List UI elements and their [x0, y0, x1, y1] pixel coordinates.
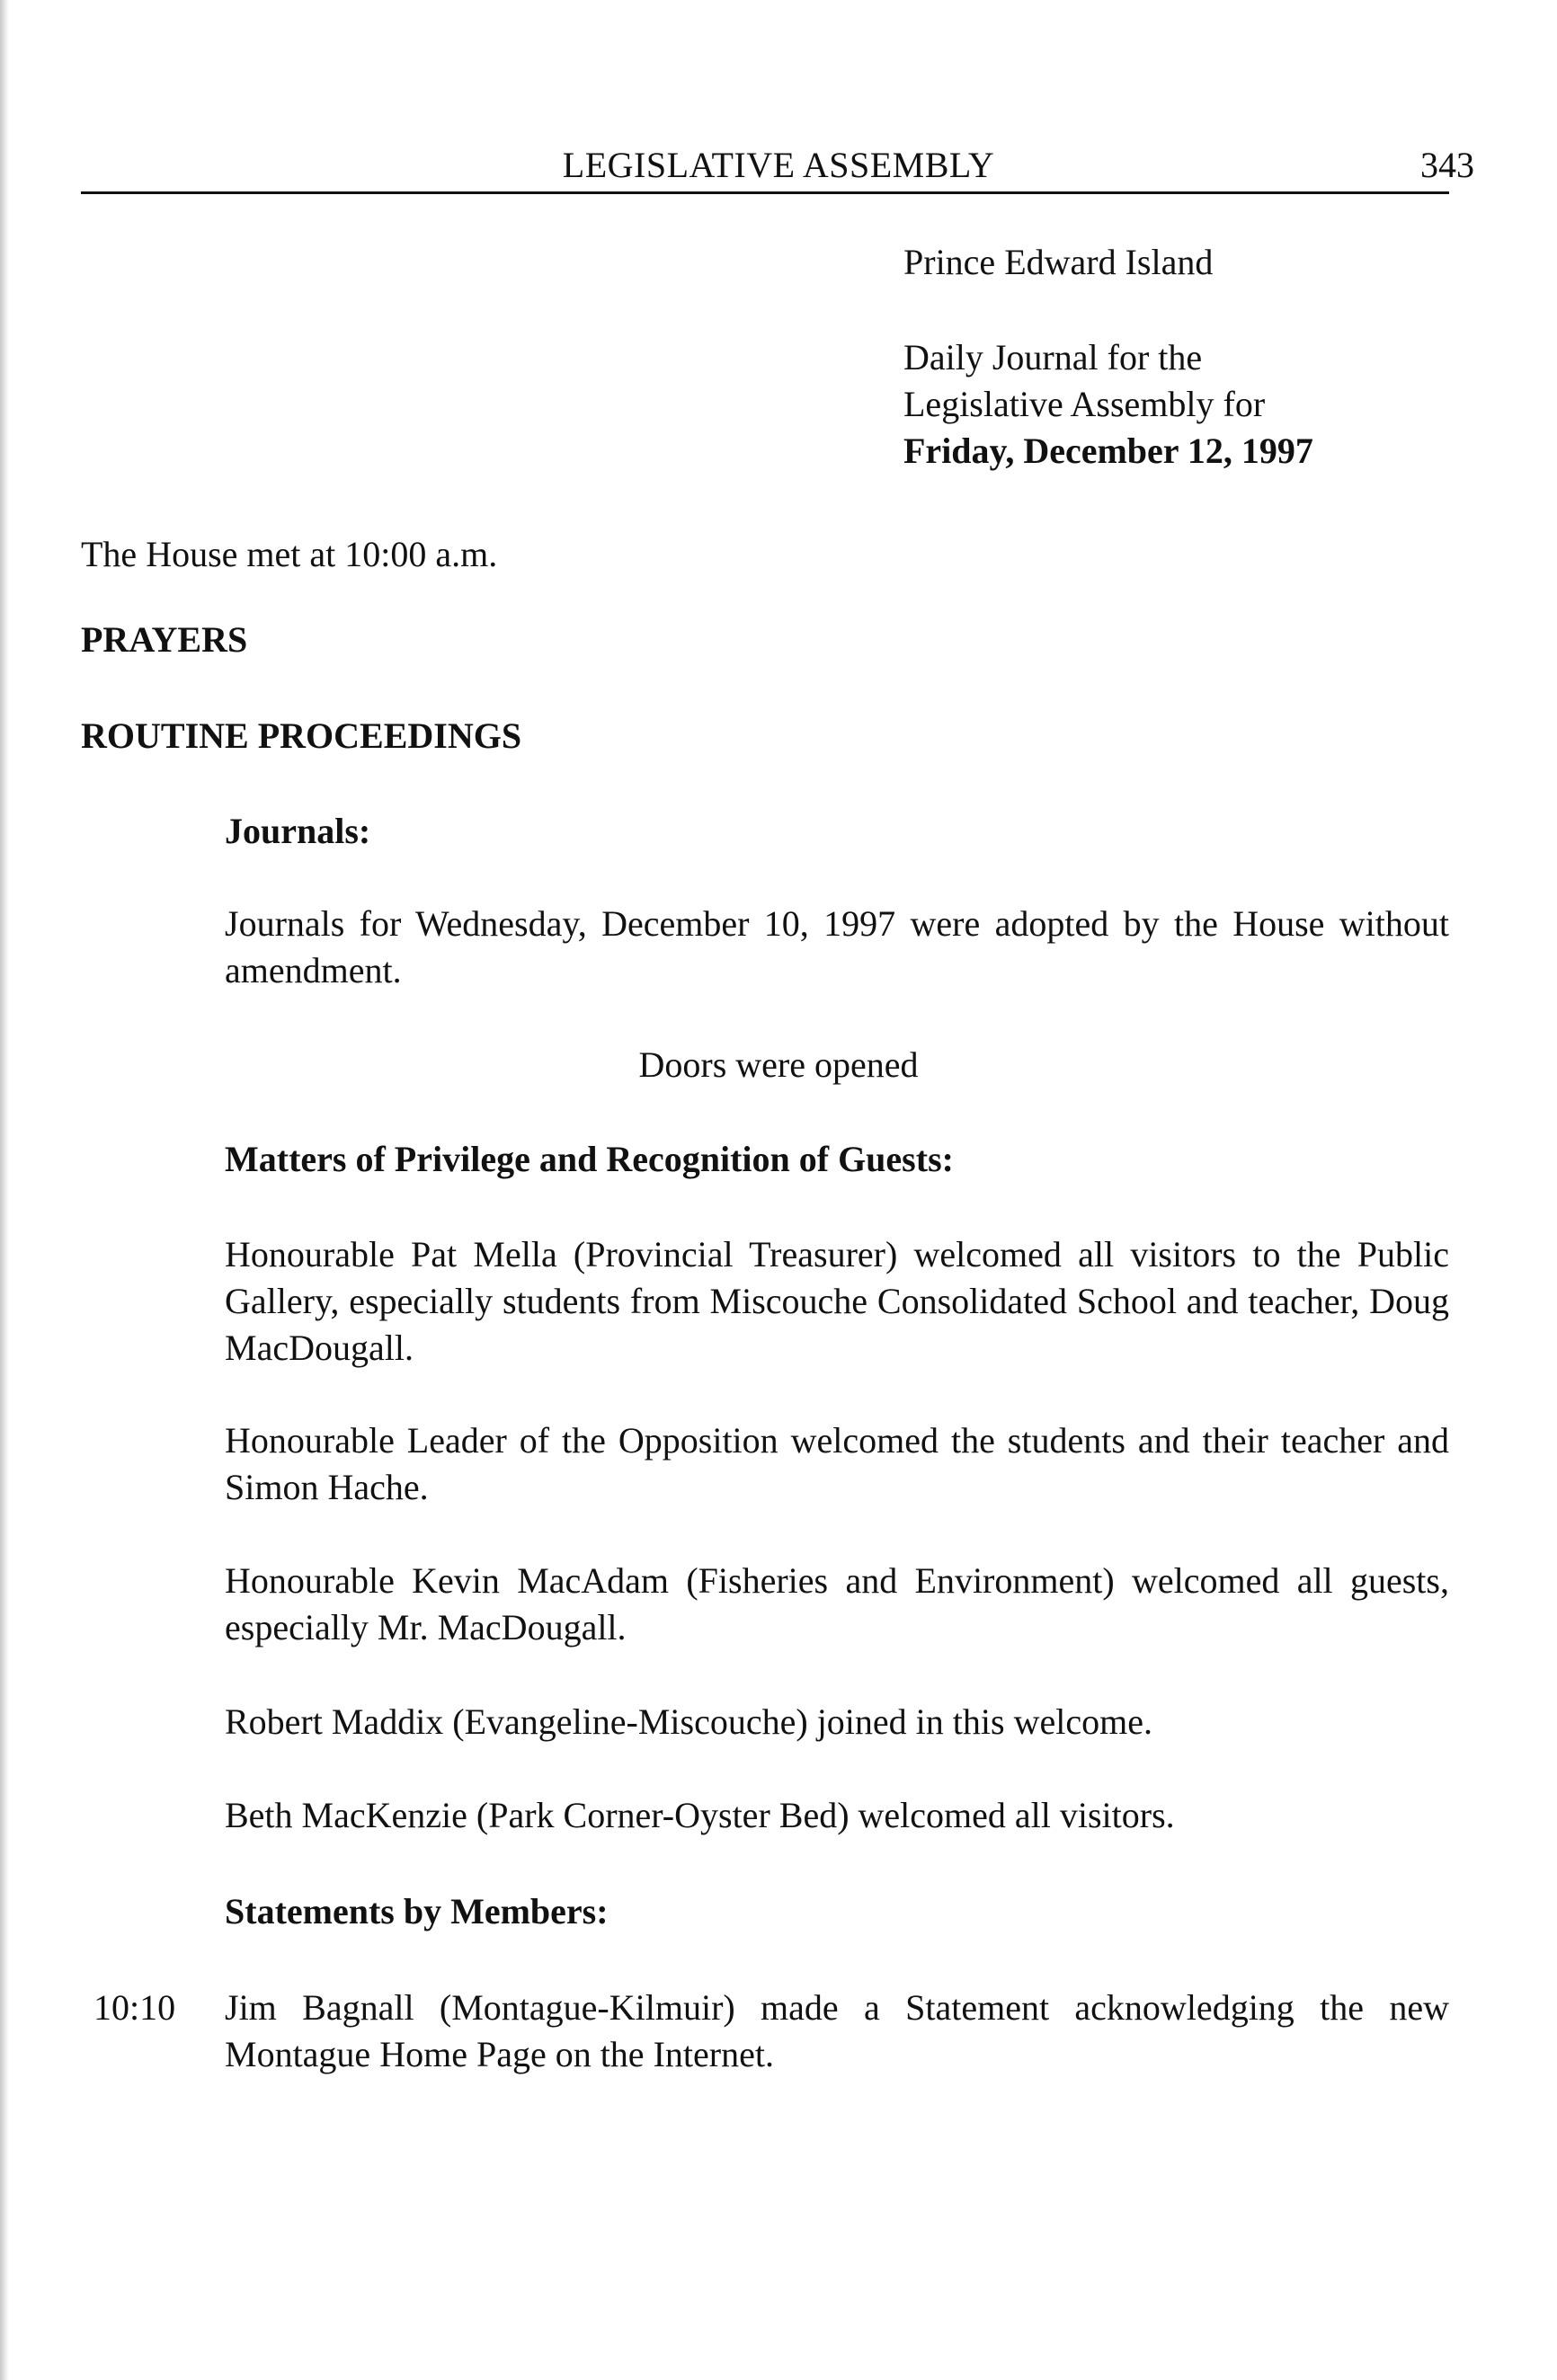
statements-heading: Statements by Members:	[225, 1891, 609, 1932]
journals-text: Journals for Wednesday, December 10, 1997 were adopted by the House without amendment.	[225, 903, 1449, 990]
prayers-heading: PRAYERS	[81, 619, 248, 660]
header-rule	[81, 191, 1449, 194]
privilege-paragraph: Honourable Pat Mella (Provincial Treasurer) welcomed all visitors to the Public Gallery, especially students from Miscouche Consolidated School and teacher, Doug MacDougall.	[225, 1234, 1449, 1368]
privilege-paragraph: Honourable Kevin MacAdam (Fisheries and Environment) welcomed all guests, especially Mr. MacDougall.	[225, 1560, 1449, 1647]
house-met-time: The House met at 10:00 a.m.	[81, 534, 498, 574]
doors-opened: Doors were opened	[638, 1044, 919, 1085]
journals-heading: Journals:	[225, 811, 371, 851]
page-edge-shadow	[0, 0, 9, 2380]
journal-line-2: Legislative Assembly for	[903, 384, 1266, 424]
routine-proceedings-heading: ROUTINE PROCEEDINGS	[81, 715, 522, 756]
journal-date: Friday, December 12, 1997	[903, 431, 1313, 471]
statement-text: Jim Bagnall (Montague-Kilmuir) made a Statement acknowledging the new Montague Home Page on the Internet.	[225, 1987, 1449, 2074]
privilege-paragraph: Beth MacKenzie (Park Corner-Oyster Bed) welcomed all visitors.	[225, 1795, 1175, 1835]
running-header-title: LEGISLATIVE ASSEMBLY	[562, 145, 995, 185]
journal-line-1: Daily Journal for the	[903, 337, 1203, 377]
privilege-paragraph: Robert Maddix (Evangeline-Miscouche) joined in this welcome.	[225, 1701, 1152, 1742]
statement-time: 10:10	[93, 1987, 176, 2028]
page-number: 343	[1420, 145, 1474, 185]
privilege-paragraph: Honourable Leader of the Opposition welcomed the students and their teacher and Simon Hache.	[225, 1420, 1449, 1507]
privilege-heading: Matters of Privilege and Recognition of Guests:	[225, 1139, 954, 1179]
province-name: Prince Edward Island	[903, 242, 1214, 282]
